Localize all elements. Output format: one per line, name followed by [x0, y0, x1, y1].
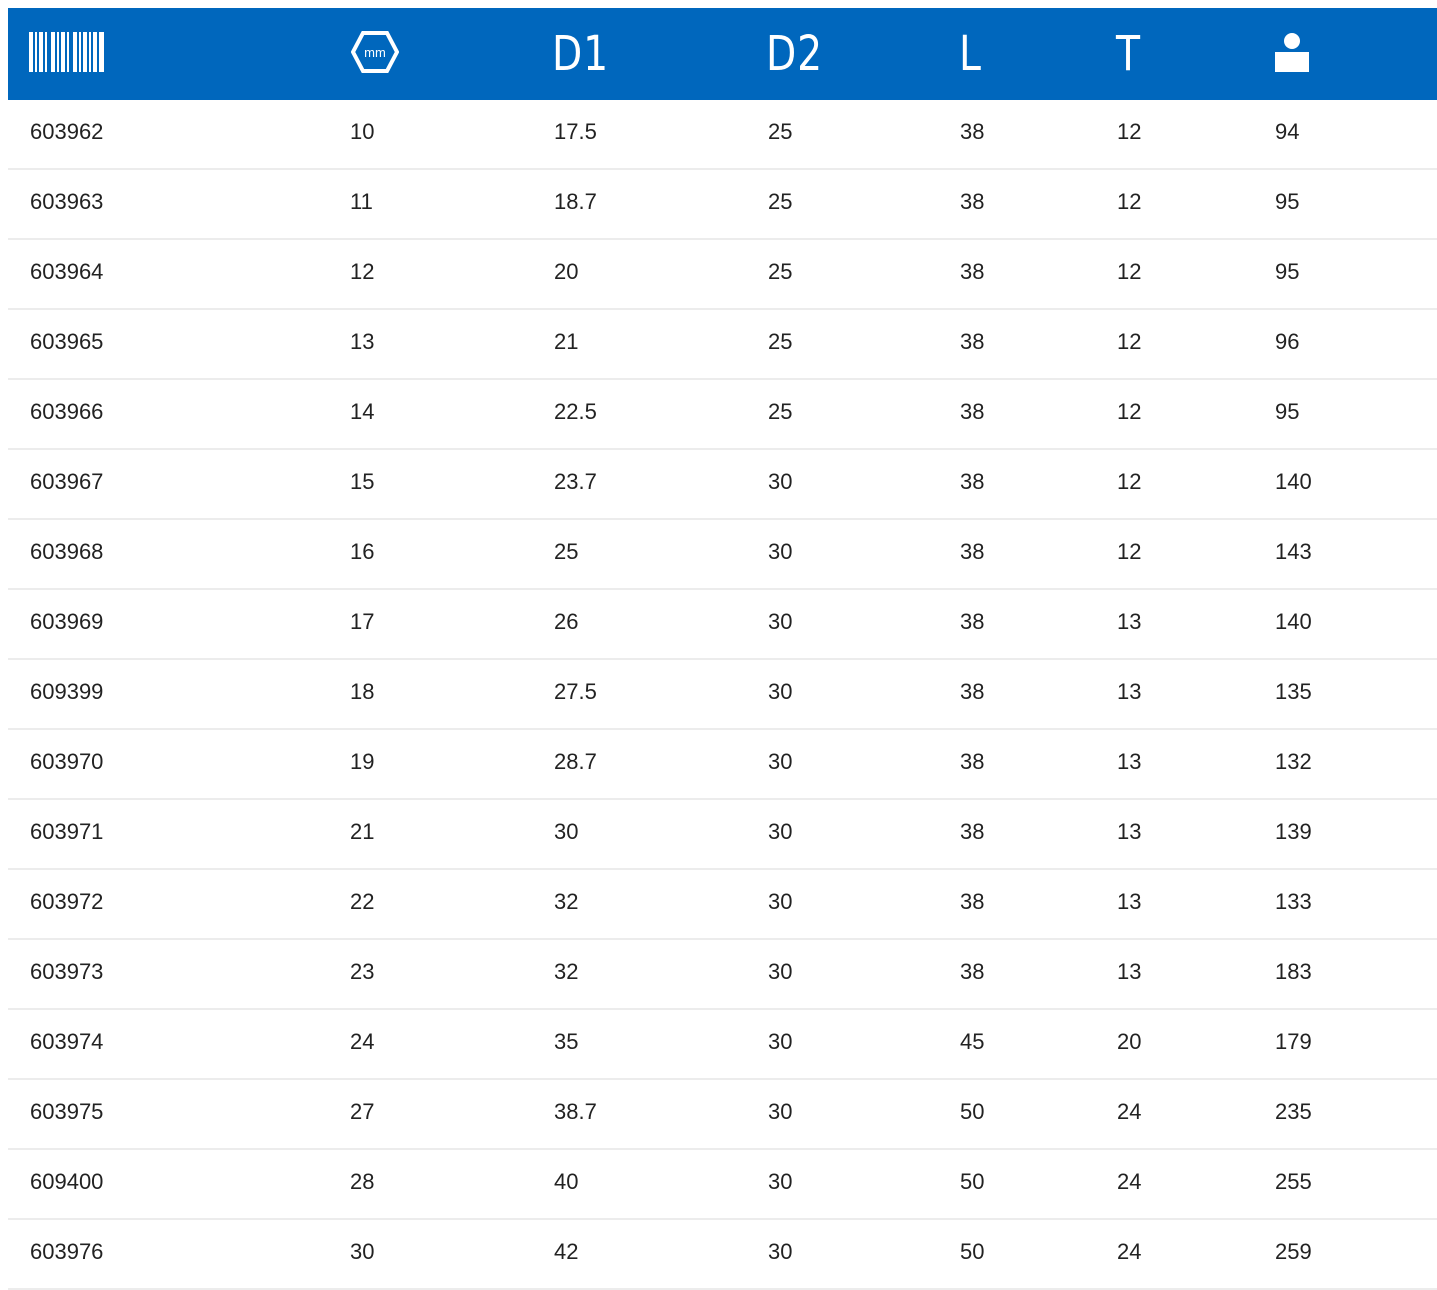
cell-size: 30: [350, 1239, 375, 1264]
table-row: [8, 1080, 1437, 1150]
cell-d1: 32: [554, 959, 579, 984]
table-row: [8, 310, 1437, 380]
cell-d2: 30: [768, 1029, 793, 1054]
cell-l: 38: [960, 119, 985, 144]
cell-weight: 139: [1275, 819, 1312, 844]
cell-l: 38: [960, 609, 985, 634]
cell-article-number: 603963: [30, 189, 104, 214]
table-row: [8, 660, 1437, 730]
cell-d1: 30: [554, 819, 579, 844]
hex-nut-mm-icon: [351, 31, 399, 78]
cell-size: 22: [350, 889, 375, 914]
barcode-icon: [29, 32, 105, 77]
cell-size: 11: [350, 189, 373, 214]
cell-d1: 17.5: [554, 119, 597, 144]
cell-d1: 25: [554, 539, 579, 564]
cell-l: 38: [960, 469, 985, 494]
cell-t: 24: [1117, 1099, 1142, 1124]
cell-size: 27: [350, 1099, 375, 1124]
cell-d1: 32: [554, 889, 579, 914]
cell-l: 38: [960, 539, 985, 564]
header-article-number: [29, 8, 105, 100]
cell-article-number: 603969: [30, 609, 104, 634]
cell-size: 19: [350, 749, 375, 774]
cell-size: 16: [350, 539, 375, 564]
cell-t: 12: [1117, 259, 1142, 284]
cell-d1: 20: [554, 259, 579, 284]
cell-t: 13: [1117, 609, 1142, 634]
cell-t: 24: [1117, 1169, 1142, 1194]
table-row: [8, 730, 1437, 800]
table-row: [8, 380, 1437, 450]
header-d1-label: D1: [552, 26, 609, 82]
cell-t: 12: [1117, 329, 1142, 354]
weight-icon: [1275, 32, 1309, 77]
cell-l: 38: [960, 329, 985, 354]
cell-l: 50: [960, 1239, 985, 1264]
header-l-label: L: [959, 26, 982, 82]
cell-d2: 25: [768, 189, 793, 214]
cell-d2: 30: [768, 679, 793, 704]
header-t-label: T: [1116, 26, 1141, 82]
cell-d1: 40: [554, 1169, 579, 1194]
cell-size: 21: [350, 819, 375, 844]
cell-weight: 235: [1275, 1099, 1312, 1124]
cell-t: 13: [1117, 959, 1142, 984]
cell-d1: 23.7: [554, 469, 597, 494]
table-row: [8, 100, 1437, 170]
cell-weight: 259: [1275, 1239, 1312, 1264]
table-row: [8, 1220, 1437, 1290]
cell-t: 13: [1117, 679, 1142, 704]
cell-d1: 35: [554, 1029, 579, 1054]
cell-article-number: 603974: [30, 1029, 104, 1054]
cell-l: 50: [960, 1169, 985, 1194]
cell-l: 38: [960, 889, 985, 914]
cell-d2: 30: [768, 889, 793, 914]
cell-weight: 135: [1275, 679, 1312, 704]
cell-t: 12: [1117, 399, 1142, 424]
cell-weight: 140: [1275, 469, 1312, 494]
cell-weight: 140: [1275, 609, 1312, 634]
cell-l: 38: [960, 679, 985, 704]
table-header: [8, 8, 1437, 100]
cell-t: 12: [1117, 119, 1142, 144]
cell-size: 28: [350, 1169, 375, 1194]
cell-article-number: 603964: [30, 259, 104, 284]
cell-article-number: 603976: [30, 1239, 104, 1264]
cell-weight: 179: [1275, 1029, 1312, 1054]
cell-article-number: 603965: [30, 329, 104, 354]
header-d2-label: D2: [766, 26, 823, 82]
cell-article-number: 603970: [30, 749, 104, 774]
cell-d2: 25: [768, 119, 793, 144]
cell-t: 13: [1117, 889, 1142, 914]
cell-d2: 30: [768, 539, 793, 564]
cell-t: 24: [1117, 1239, 1142, 1264]
cell-article-number: 603973: [30, 959, 104, 984]
cell-l: 38: [960, 399, 985, 424]
header-d1: [552, 8, 622, 100]
cell-d2: 30: [768, 819, 793, 844]
cell-l: 38: [960, 959, 985, 984]
cell-size: 23: [350, 959, 375, 984]
cell-weight: 255: [1275, 1169, 1312, 1194]
cell-size: 13: [350, 329, 375, 354]
cell-size: 17: [350, 609, 375, 634]
cell-l: 50: [960, 1099, 985, 1124]
cell-d1: 42: [554, 1239, 579, 1264]
table-row: [8, 940, 1437, 1010]
header-l: [959, 8, 987, 100]
cell-d2: 30: [768, 959, 793, 984]
cell-weight: 143: [1275, 539, 1312, 564]
cell-article-number: 603972: [30, 889, 104, 914]
cell-size: 15: [350, 469, 375, 494]
cell-t: 13: [1117, 749, 1142, 774]
cell-l: 38: [960, 189, 985, 214]
cell-weight: 95: [1275, 399, 1300, 424]
table-row: [8, 590, 1437, 660]
table-body: [8, 100, 1437, 1290]
cell-l: 38: [960, 819, 985, 844]
cell-article-number: 603966: [30, 399, 104, 424]
cell-weight: 133: [1275, 889, 1312, 914]
cell-article-number: 603967: [30, 469, 104, 494]
table-row: [8, 170, 1437, 240]
cell-t: 13: [1117, 819, 1142, 844]
cell-d2: 25: [768, 329, 793, 354]
cell-d2: 30: [768, 469, 793, 494]
cell-t: 12: [1117, 469, 1142, 494]
cell-l: 38: [960, 259, 985, 284]
cell-d2: 30: [768, 609, 793, 634]
cell-weight: 132: [1275, 749, 1312, 774]
cell-article-number: 603962: [30, 119, 104, 144]
table-row: [8, 240, 1437, 310]
svg-text:mm: mm: [364, 44, 386, 60]
table-row: [8, 520, 1437, 590]
cell-d1: 38.7: [554, 1099, 597, 1124]
cell-article-number: 603968: [30, 539, 104, 564]
cell-t: 20: [1117, 1029, 1142, 1054]
cell-size: 14: [350, 399, 375, 424]
cell-d1: 26: [554, 609, 579, 634]
header-t: [1116, 8, 1146, 100]
cell-d2: 25: [768, 259, 793, 284]
cell-size: 24: [350, 1029, 375, 1054]
table-row: [8, 870, 1437, 940]
cell-weight: 95: [1275, 189, 1300, 214]
cell-article-number: 609399: [30, 679, 104, 704]
cell-weight: 94: [1275, 119, 1300, 144]
cell-size: 10: [350, 119, 375, 144]
cell-d2: 30: [768, 1099, 793, 1124]
table-row: [8, 1010, 1437, 1080]
cell-article-number: 603975: [30, 1099, 104, 1124]
cell-l: 45: [960, 1029, 985, 1054]
cell-t: 12: [1117, 189, 1142, 214]
cell-size: 12: [350, 259, 375, 284]
cell-d1: 28.7: [554, 749, 597, 774]
cell-size: 18: [350, 679, 375, 704]
cell-l: 38: [960, 749, 985, 774]
cell-d1: 21: [554, 329, 579, 354]
cell-d1: 18.7: [554, 189, 597, 214]
cell-d2: 30: [768, 1239, 793, 1264]
cell-d1: 27.5: [554, 679, 597, 704]
table-row: [8, 1150, 1437, 1220]
cell-d1: 22.5: [554, 399, 597, 424]
cell-t: 12: [1117, 539, 1142, 564]
product-spec-table: [8, 8, 1437, 1290]
cell-weight: 183: [1275, 959, 1312, 984]
cell-d2: 30: [768, 1169, 793, 1194]
cell-article-number: 609400: [30, 1169, 104, 1194]
cell-article-number: 603971: [30, 819, 104, 844]
header-size-mm: [351, 8, 399, 100]
cell-weight: 95: [1275, 259, 1300, 284]
header-d2: [766, 8, 836, 100]
table-row: [8, 450, 1437, 520]
table-row: [8, 800, 1437, 870]
header-weight: [1275, 8, 1309, 100]
cell-d2: 25: [768, 399, 793, 424]
cell-d2: 30: [768, 749, 793, 774]
cell-weight: 96: [1275, 329, 1300, 354]
